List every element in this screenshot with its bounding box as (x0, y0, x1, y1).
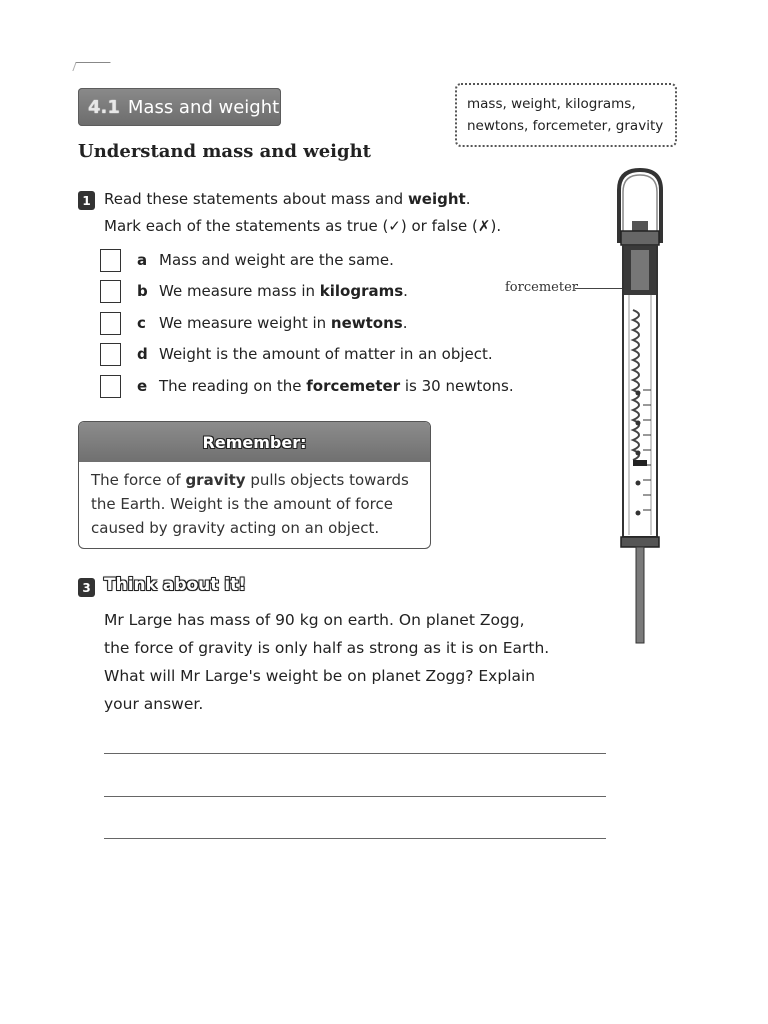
remember-line-3: caused by gravity acting on an object. (91, 519, 380, 537)
statement-text-bold: kilograms (319, 282, 404, 300)
statement-text-bold: forcemeter (306, 377, 401, 395)
checkbox-a[interactable] (100, 249, 121, 272)
checkbox-e[interactable] (100, 375, 121, 398)
remember-header (79, 422, 430, 462)
statement-text-post: . (402, 314, 408, 332)
section-title: Understand mass and weight (78, 141, 371, 162)
statement-text-post: is 30 newtons. (400, 377, 514, 395)
checkbox-b[interactable] (100, 280, 121, 303)
question-1-line-1-c: . (465, 190, 471, 208)
question-3-line-2: the force of gravity is only half as strong as it is on Earth. (104, 639, 550, 657)
statement-letter: b (137, 282, 148, 300)
question-1-instructions (104, 186, 501, 240)
statement-text-pre: Mass and weight are the same. (159, 251, 394, 269)
question-3-line-3: What will Mr Large's weight be on planet Zogg? Explain (104, 667, 536, 685)
remember-line-2: the Earth. Weight is the amount of force (91, 495, 393, 513)
statement-d (100, 342, 493, 366)
statement-text-bold: newtons (330, 314, 403, 332)
question-3-text (104, 606, 574, 718)
statement-text (159, 251, 394, 269)
statement-text (159, 314, 408, 332)
statement-b (100, 279, 408, 303)
answer-line-1[interactable] (104, 753, 606, 754)
statement-text (159, 282, 408, 300)
question-1-number: 1 (78, 191, 95, 210)
checkbox-d[interactable] (100, 343, 121, 366)
unit-title: Mass and weight (127, 96, 280, 118)
statement-text-post: . (403, 282, 408, 300)
remember-title: Remember: (202, 432, 307, 452)
statement-text-pre: The reading on the (159, 377, 307, 395)
statement-text (159, 345, 493, 363)
vocabulary-box (455, 83, 677, 147)
answer-line-3[interactable] (104, 838, 606, 839)
statement-letter: a (137, 251, 148, 269)
statement-letter: d (137, 345, 148, 363)
vocab-line-2: newtons, forcemeter, gravity (467, 118, 664, 134)
answer-line-2[interactable] (104, 796, 606, 797)
remember-line-1 (91, 468, 418, 492)
statement-letter: c (137, 314, 146, 332)
question-3-line-4: your answer. (104, 695, 204, 713)
question-3-line-1: Mr Large has mass of 90 kg on earth. On planet Zogg, (104, 611, 525, 629)
unit-banner (78, 88, 281, 126)
statement-text-pre: We measure mass in (159, 282, 320, 300)
vocab-line-1: mass, weight, kilograms, (467, 96, 636, 112)
statement-text-pre: We measure weight in (159, 314, 331, 332)
question-3-title: Think about it! (104, 575, 247, 595)
forcemeter-icon (605, 165, 675, 650)
corner-mark (72, 62, 110, 71)
question-1-line-1-b: weight (407, 190, 466, 208)
checkbox-c[interactable] (100, 312, 121, 335)
question-3-number: 3 (78, 578, 95, 597)
question-1-line-1-a: Read these statements about mass and (104, 190, 408, 208)
statement-text-pre: Weight is the amount of matter in an object. (159, 345, 493, 363)
remember-box (78, 421, 431, 549)
statement-letter: e (137, 377, 148, 395)
statement-e (100, 374, 514, 398)
remember-line-1-c: pulls objects towards (245, 471, 409, 489)
statement-a (100, 248, 394, 272)
question-1-line-1 (104, 186, 501, 213)
remember-line-1-b: gravity (185, 471, 246, 489)
forcemeter-label: forcemeter (505, 280, 578, 295)
unit-number: 4.1 (88, 96, 120, 118)
question-1-line-2: Mark each of the statements as true (✓) or false (✗). (104, 217, 502, 235)
statement-c (100, 311, 408, 335)
remember-body (79, 462, 430, 546)
remember-line-1-a: The force of (91, 471, 186, 489)
statement-text (159, 377, 514, 395)
